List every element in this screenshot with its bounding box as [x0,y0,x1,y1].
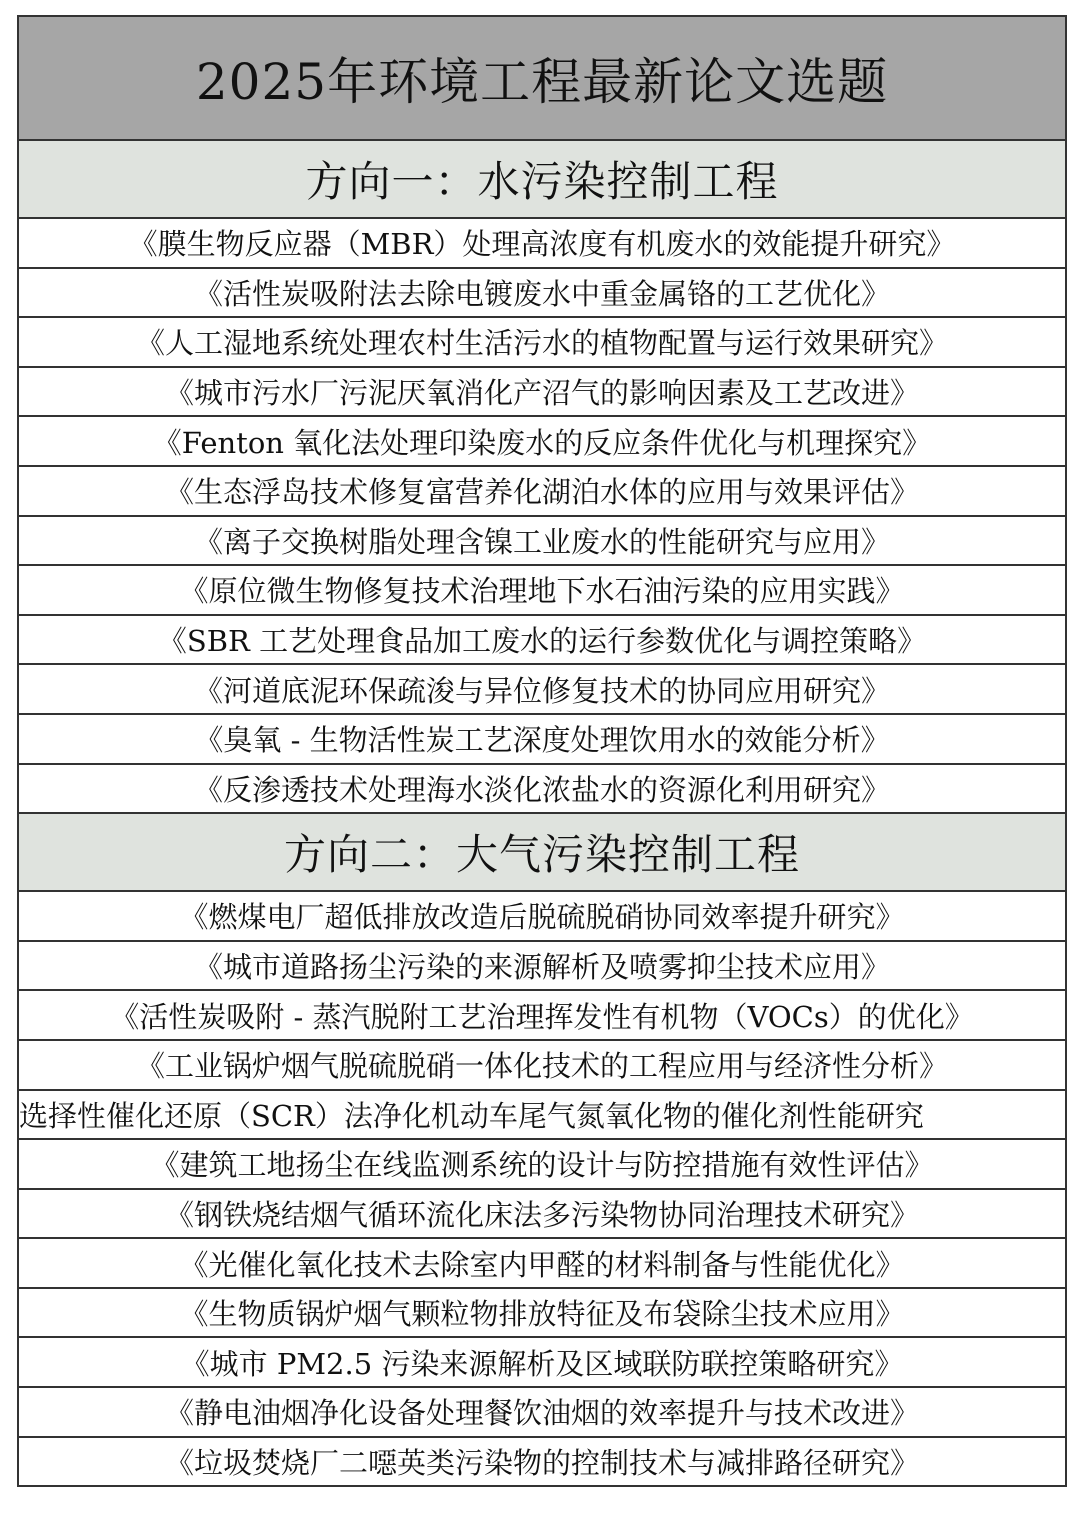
topic-row: 《城市道路扬尘污染的来源解析及喷雾抑尘技术应用》 [19,942,1065,992]
topic-row: 《原位微生物修复技术治理地下水石油污染的应用实践》 [19,566,1065,616]
topic-row: 《钢铁烧结烟气循环流化床法多污染物协同治理技术研究》 [19,1190,1065,1240]
section-header-air: 方向二：大气污染控制工程 [19,814,1065,892]
topic-row: 《臭氧 - 生物活性炭工艺深度处理饮用水的效能分析》 [19,715,1065,765]
topic-row: 《活性炭吸附 - 蒸汽脱附工艺治理挥发性有机物（VOCs）的优化》 [19,991,1065,1041]
topic-row: 《人工湿地系统处理农村生活污水的植物配置与运行效果研究》 [19,318,1065,368]
topic-row: 《活性炭吸附法去除电镀废水中重金属铬的工艺优化》 [19,269,1065,319]
topic-row: 《建筑工地扬尘在线监测系统的设计与防控措施有效性评估》 [19,1140,1065,1190]
topic-row: 《燃煤电厂超低排放改造后脱硫脱硝协同效率提升研究》 [19,892,1065,942]
topic-row: 《Fenton 氧化法处理印染废水的反应条件优化与机理探究》 [19,417,1065,467]
topic-row: 《膜生物反应器（MBR）处理高浓度有机废水的效能提升研究》 [19,219,1065,269]
topic-row: 《生态浮岛技术修复富营养化湖泊水体的应用与效果评估》 [19,467,1065,517]
topic-table [17,15,1067,1487]
section-header-water: 方向一：水污染控制工程 [19,141,1065,219]
topic-row: 《城市污水厂污泥厌氧消化产沼气的影响因素及工艺改进》 [19,368,1065,418]
page-title: 2025年环境工程最新论文选题 [19,17,1065,141]
topic-row: 《河道底泥环保疏浚与异位修复技术的协同应用研究》 [19,665,1065,715]
topic-row: 《SBR 工艺处理食品加工废水的运行参数优化与调控策略》 [19,616,1065,666]
topic-row: 《生物质锅炉烟气颗粒物排放特征及布袋除尘技术应用》 [19,1289,1065,1339]
topic-row: 《光催化氧化技术去除室内甲醛的材料制备与性能优化》 [19,1239,1065,1289]
topic-row: 选择性催化还原（SCR）法净化机动车尾气氮氧化物的催化剂性能研究 [19,1091,1065,1141]
topic-row: 《垃圾焚烧厂二噁英类污染物的控制技术与减排路径研究》 [19,1438,1065,1486]
topic-row: 《反渗透技术处理海水淡化浓盐水的资源化利用研究》 [19,765,1065,815]
topic-row: 《静电油烟净化设备处理餐饮油烟的效率提升与技术改进》 [19,1388,1065,1438]
topic-row: 《离子交换树脂处理含镍工业废水的性能研究与应用》 [19,517,1065,567]
topic-row: 《城市 PM2.5 污染来源解析及区域联防联控策略研究》 [19,1338,1065,1388]
topic-row: 《工业锅炉烟气脱硫脱硝一体化技术的工程应用与经济性分析》 [19,1041,1065,1091]
